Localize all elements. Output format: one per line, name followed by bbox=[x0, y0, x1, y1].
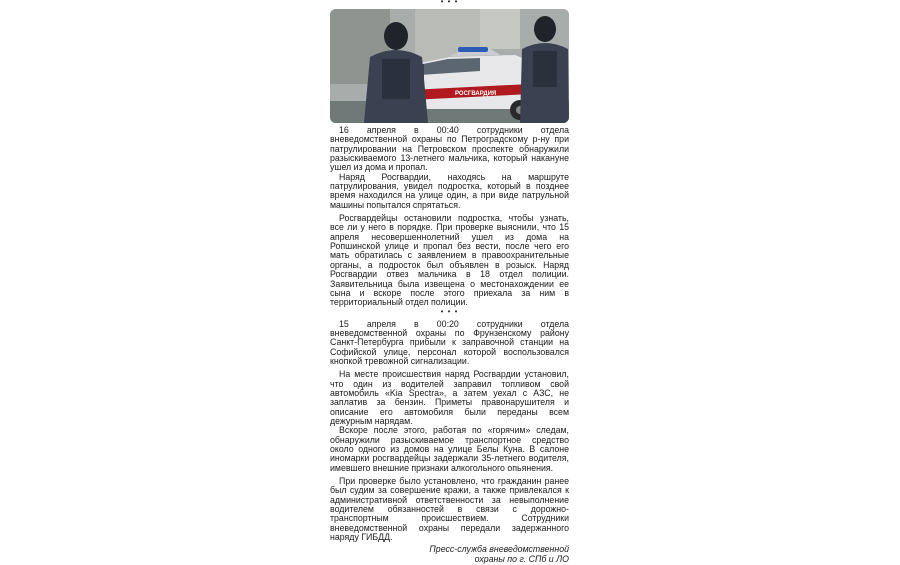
press-service-signature bbox=[330, 545, 569, 564]
story1-paragraph: Росгвардейцы остановили подростка, чтобы узнать, все ли у него в порядке. При проверке выяснили, что 15 апреля несовершеннолетний ушел из дома на Ропшинской улице и пропал без вести, после чего его мать обратилась с заявлением в правоохранительные органы, а подросток был объявлен в розыск. Наряд Росгвардии отвез мальчика в 18 отдел полиции. Заявительница была извещена о местонахождении ее сына и вскоре после этого приехала за ним в территориальный отдел полиции. bbox=[330, 213, 569, 308]
story1-paragraph: Наряд Росгвардии, находясь на маршруте патрулирования, увидел подростка, который в позднее время находился на улице один, а при виде патрульной машины попытался спрятаться. bbox=[330, 171, 569, 210]
signature-line1: Пресс-служба вневедомственной bbox=[429, 544, 569, 555]
story2-paragraph: 15 апреля в 00:20 сотрудники отдела вневедомственной охраны по Фрунзенскому району Санкт-Петербурга прибыли к заправочной станции на Софийской улице, персонал которой воспользовался кнопкой тревожной сигнализации. bbox=[330, 318, 569, 366]
news-photo bbox=[330, 9, 569, 123]
story2-paragraph: На месте происшествия наряд Росгвардии установил, что один из водителей заправил топливом свой автомобиль «Kia Spectra», а затем уехал с АЗС, не заплатив за бензин. Приметы правонарушителя и описание его автомобиля были переданы всем дежурным нарядам. bbox=[330, 369, 569, 426]
photo-illustration bbox=[330, 9, 569, 123]
car-lettering: РОСГВАРДИЯ bbox=[455, 91, 497, 97]
story2-paragraph: Вскоре после этого, работая по «горячим» следам, обнаружили разыскиваемое транспортное средство около одного из домов на улице Белы Куна. В салоне иномарки росгвардейцы задержали 35-летнего водителя, имевшего внешние признаки алкогольного опьянения. bbox=[330, 425, 569, 473]
top-separator: • • • bbox=[440, 0, 459, 6]
middle-separator: • • • bbox=[440, 306, 459, 316]
photo-wall-right bbox=[480, 9, 520, 49]
story2-paragraph: При проверке было установлено, что гражданин ранее был судим за совершение кражи, а также привлекался к административной ответственности за невыполнение водителем обязанностей в связи с дорожно-транспортным происшествием. Сотрудники вневедомственной охраны передали задержанного наряду ГИБДД. bbox=[330, 476, 569, 543]
story1-paragraph: 16 апреля в 00:40 сотрудники отдела вневедомственной охраны по Петроградскому р-ну при патрулировании на Петровском проспекте обнаружили разыскиваемого 13-летнего мальчика, который накануне ушел из дома и пропал. bbox=[330, 125, 569, 173]
patrol-car-lightbar bbox=[458, 47, 488, 52]
article-column bbox=[330, 0, 569, 565]
signature-line2: охраны по г. СПб и ЛО bbox=[474, 554, 569, 565]
article-text bbox=[330, 126, 569, 565]
